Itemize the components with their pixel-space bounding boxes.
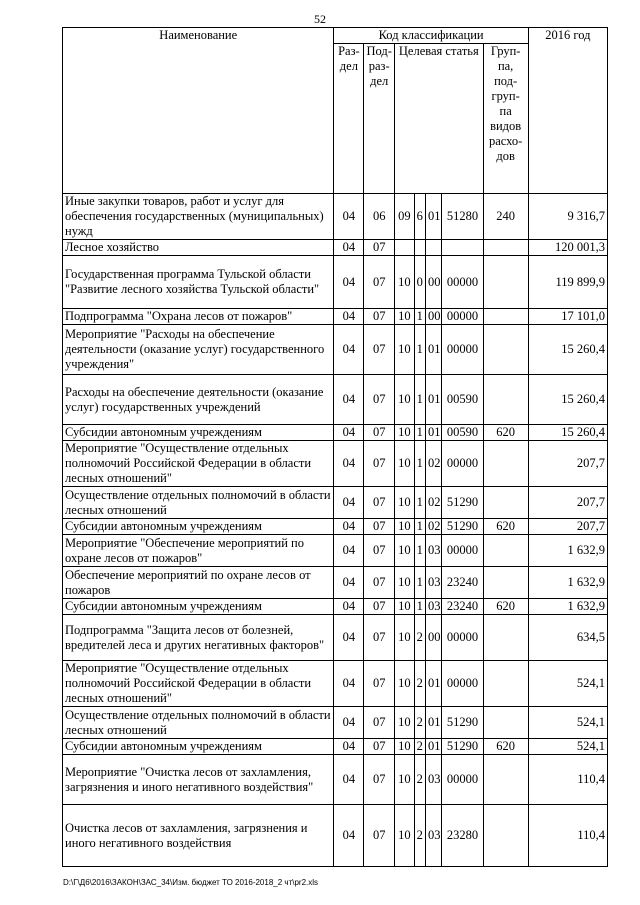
row-amount: 120 001,3 [528, 240, 607, 256]
row-target-direction: 51290 [442, 707, 483, 739]
row-amount: 524,1 [528, 739, 607, 755]
row-target-event: 03 [425, 599, 441, 615]
row-razdel: 04 [334, 739, 364, 755]
row-podrazdel: 07 [364, 441, 395, 487]
row-podrazdel: 07 [364, 755, 395, 805]
row-podrazdel: 07 [364, 805, 395, 867]
table-row [63, 487, 608, 519]
row-razdel: 04 [334, 425, 364, 441]
row-podrazdel: 07 [364, 599, 395, 615]
row-target-program: 10 [395, 661, 415, 707]
row-name: Субсидии автономным учреждениям [63, 519, 334, 535]
page-number: 52 [314, 12, 326, 26]
row-target-direction: 23240 [442, 599, 483, 615]
header-razdel: Раз- дел [334, 44, 364, 194]
row-target-subprogram: 6 [414, 194, 425, 240]
row-target-direction: 00590 [442, 425, 483, 441]
row-amount: 1 632,9 [528, 567, 607, 599]
row-podrazdel: 06 [364, 194, 395, 240]
table-row [63, 599, 608, 615]
row-target-program: 10 [395, 535, 415, 567]
row-amount: 17 101,0 [528, 309, 607, 325]
row-target-event: 01 [425, 194, 441, 240]
row-target-event: 01 [425, 325, 441, 375]
row-podrazdel: 07 [364, 567, 395, 599]
row-target-event: 01 [425, 661, 441, 707]
row-amount: 524,1 [528, 661, 607, 707]
row-target-event: 01 [425, 375, 441, 425]
table-row [63, 256, 608, 309]
row-target-subprogram: 1 [414, 599, 425, 615]
row-expense-type: 620 [483, 739, 528, 755]
row-name: Обеспечение мероприятий по охране лесов от пожаров [63, 567, 334, 599]
row-target-event: 02 [425, 519, 441, 535]
table-row [63, 805, 608, 867]
row-amount: 110,4 [528, 805, 607, 867]
row-target-event: 01 [425, 707, 441, 739]
row-name: Подпрограмма "Охрана лесов от пожаров" [63, 309, 334, 325]
row-razdel: 04 [334, 487, 364, 519]
row-podrazdel: 07 [364, 487, 395, 519]
row-name: Мероприятие "Осуществление отдельных полномочий Российской Федерации в области лесных отношений" [63, 661, 334, 707]
row-target-subprogram: 1 [414, 325, 425, 375]
table-row [63, 441, 608, 487]
row-razdel: 04 [334, 707, 364, 739]
row-expense-type: 240 [483, 194, 528, 240]
header-name: Наименование [63, 28, 334, 194]
header-podrazdel: Под- раз- дел [364, 44, 395, 194]
row-expense-type: 620 [483, 519, 528, 535]
row-expense-type [483, 256, 528, 309]
row-target-direction: 00590 [442, 375, 483, 425]
row-expense-type [483, 309, 528, 325]
row-expense-type: 620 [483, 599, 528, 615]
row-razdel: 04 [334, 325, 364, 375]
row-name: Субсидии автономным учреждениям [63, 425, 334, 441]
row-podrazdel: 07 [364, 519, 395, 535]
table-row [63, 739, 608, 755]
row-target-subprogram: 2 [414, 615, 425, 661]
row-razdel: 04 [334, 256, 364, 309]
header-code: Код классификации [334, 28, 528, 44]
row-podrazdel: 07 [364, 615, 395, 661]
row-amount: 15 260,4 [528, 325, 607, 375]
row-razdel: 04 [334, 599, 364, 615]
row-name: Субсидии автономным учреждениям [63, 739, 334, 755]
row-target-program: 10 [395, 739, 415, 755]
row-podrazdel: 07 [364, 661, 395, 707]
row-target-direction: 00000 [442, 441, 483, 487]
row-target-program: 10 [395, 567, 415, 599]
row-target-program: 10 [395, 375, 415, 425]
row-target-direction [442, 240, 483, 256]
row-target-program: 10 [395, 519, 415, 535]
row-target-event: 01 [425, 425, 441, 441]
row-name: Субсидии автономным учреждениям [63, 599, 334, 615]
row-podrazdel: 07 [364, 535, 395, 567]
row-razdel: 04 [334, 240, 364, 256]
row-target-event: 01 [425, 739, 441, 755]
row-amount: 110,4 [528, 755, 607, 805]
row-target-direction: 51290 [442, 487, 483, 519]
row-razdel: 04 [334, 375, 364, 425]
row-expense-type [483, 240, 528, 256]
row-target-event [425, 240, 441, 256]
row-expense-type [483, 441, 528, 487]
row-target-program: 10 [395, 487, 415, 519]
row-podrazdel: 07 [364, 256, 395, 309]
row-amount: 207,7 [528, 519, 607, 535]
row-target-event: 00 [425, 256, 441, 309]
row-name: Осуществление отдельных полномочий в области лесных отношений [63, 707, 334, 739]
row-target-subprogram: 1 [414, 425, 425, 441]
row-podrazdel: 07 [364, 325, 395, 375]
row-name: Расходы на обеспечение деятельности (оказание услуг) государственных учреждений [63, 375, 334, 425]
row-amount: 634,5 [528, 615, 607, 661]
row-amount: 9 316,7 [528, 194, 607, 240]
row-podrazdel: 07 [364, 425, 395, 441]
budget-table [62, 27, 608, 867]
row-target-direction: 23280 [442, 805, 483, 867]
table-row [63, 661, 608, 707]
row-target-program: 10 [395, 256, 415, 309]
row-razdel: 04 [334, 441, 364, 487]
row-target-subprogram: 2 [414, 739, 425, 755]
row-razdel: 04 [334, 567, 364, 599]
row-target-event: 03 [425, 755, 441, 805]
row-target-program: 10 [395, 599, 415, 615]
table-row [63, 375, 608, 425]
row-razdel: 04 [334, 519, 364, 535]
header-celevaya: Целевая статья [395, 44, 483, 194]
table-row [63, 194, 608, 240]
row-amount: 207,7 [528, 441, 607, 487]
row-razdel: 04 [334, 535, 364, 567]
row-podrazdel: 07 [364, 739, 395, 755]
row-target-direction: 00000 [442, 755, 483, 805]
row-name: Мероприятие "Очистка лесов от захламления, загрязнения и иного негативного воздействия" [63, 755, 334, 805]
row-target-subprogram: 1 [414, 487, 425, 519]
row-amount: 524,1 [528, 707, 607, 739]
row-amount: 15 260,4 [528, 425, 607, 441]
row-target-program: 10 [395, 707, 415, 739]
row-name: Мероприятие "Расходы на обеспечение деятельности (оказание услуг) государственного учреждения" [63, 325, 334, 375]
row-target-subprogram: 1 [414, 309, 425, 325]
row-target-subprogram: 1 [414, 375, 425, 425]
row-target-subprogram: 2 [414, 661, 425, 707]
table-row [63, 707, 608, 739]
row-target-event: 03 [425, 535, 441, 567]
row-name: Иные закупки товаров, работ и услуг для обеспечения государственных (муниципальных) нужд [63, 194, 334, 240]
table-row [63, 755, 608, 805]
header-year: 2016 год [528, 28, 607, 194]
row-target-program: 10 [395, 325, 415, 375]
row-razdel: 04 [334, 194, 364, 240]
row-expense-type [483, 325, 528, 375]
row-podrazdel: 07 [364, 309, 395, 325]
row-amount: 207,7 [528, 487, 607, 519]
table-row [63, 535, 608, 567]
row-name: Осуществление отдельных полномочий в области лесных отношений [63, 487, 334, 519]
row-target-program: 09 [395, 194, 415, 240]
table-row [63, 615, 608, 661]
row-amount: 1 632,9 [528, 599, 607, 615]
row-target-direction: 00000 [442, 615, 483, 661]
row-target-event: 03 [425, 805, 441, 867]
row-razdel: 04 [334, 309, 364, 325]
row-target-direction: 00000 [442, 325, 483, 375]
row-expense-type: 620 [483, 425, 528, 441]
row-target-subprogram: 2 [414, 755, 425, 805]
row-amount: 119 899,9 [528, 256, 607, 309]
row-amount: 15 260,4 [528, 375, 607, 425]
row-expense-type [483, 615, 528, 661]
row-target-event: 00 [425, 615, 441, 661]
row-razdel: 04 [334, 805, 364, 867]
row-target-direction: 00000 [442, 535, 483, 567]
row-expense-type [483, 535, 528, 567]
row-razdel: 04 [334, 755, 364, 805]
row-expense-type [483, 487, 528, 519]
row-razdel: 04 [334, 615, 364, 661]
row-target-subprogram: 2 [414, 707, 425, 739]
row-expense-type [483, 375, 528, 425]
row-expense-type [483, 707, 528, 739]
row-name: Мероприятие "Обеспечение мероприятий по охране лесов от пожаров" [63, 535, 334, 567]
row-podrazdel: 07 [364, 707, 395, 739]
table-row [63, 240, 608, 256]
row-target-direction: 51280 [442, 194, 483, 240]
row-target-subprogram: 1 [414, 441, 425, 487]
row-target-program: 10 [395, 615, 415, 661]
row-target-program: 10 [395, 441, 415, 487]
row-target-direction: 00000 [442, 256, 483, 309]
row-target-direction: 51290 [442, 519, 483, 535]
row-amount: 1 632,9 [528, 535, 607, 567]
row-expense-type [483, 567, 528, 599]
row-target-subprogram: 1 [414, 535, 425, 567]
header-gruppa: Груп- па, под- груп- па видов расхо- дов [483, 44, 528, 194]
row-expense-type [483, 755, 528, 805]
row-target-direction: 00000 [442, 309, 483, 325]
file-path-footer: D:\Г\Д6\2016\ЗАКОН\ЗАС_34\Изм. бюджет ТО 2016-2018_2 чт\pr2.xls [63, 878, 319, 887]
row-target-subprogram: 2 [414, 805, 425, 867]
row-name: Очистка лесов от захламления, загрязнения и иного негативного воздействия [63, 805, 334, 867]
row-name: Государственная программа Тульской области "Развитие лесного хозяйства Тульской области" [63, 256, 334, 309]
table-row [63, 567, 608, 599]
table-row [63, 425, 608, 441]
row-expense-type [483, 661, 528, 707]
row-target-subprogram: 1 [414, 519, 425, 535]
row-name: Подпрограмма "Защита лесов от болезней, вредителей леса и других негативных факторов" [63, 615, 334, 661]
row-podrazdel: 07 [364, 240, 395, 256]
table-row [63, 309, 608, 325]
row-target-direction: 00000 [442, 661, 483, 707]
row-podrazdel: 07 [364, 375, 395, 425]
row-target-subprogram: 0 [414, 256, 425, 309]
row-target-event: 00 [425, 309, 441, 325]
row-target-direction: 23240 [442, 567, 483, 599]
row-target-direction: 51290 [442, 739, 483, 755]
row-target-subprogram: 1 [414, 567, 425, 599]
row-target-program [395, 240, 415, 256]
row-name: Мероприятие "Осуществление отдельных полномочий Российской Федерации в области лесных отношений" [63, 441, 334, 487]
row-razdel: 04 [334, 661, 364, 707]
row-target-program: 10 [395, 309, 415, 325]
row-target-program: 10 [395, 755, 415, 805]
row-target-program: 10 [395, 805, 415, 867]
row-target-subprogram [414, 240, 425, 256]
table-row [63, 519, 608, 535]
row-target-event: 02 [425, 487, 441, 519]
row-target-event: 02 [425, 441, 441, 487]
row-target-event: 03 [425, 567, 441, 599]
row-target-program: 10 [395, 425, 415, 441]
row-name: Лесное хозяйство [63, 240, 334, 256]
table-row [63, 325, 608, 375]
row-expense-type [483, 805, 528, 867]
